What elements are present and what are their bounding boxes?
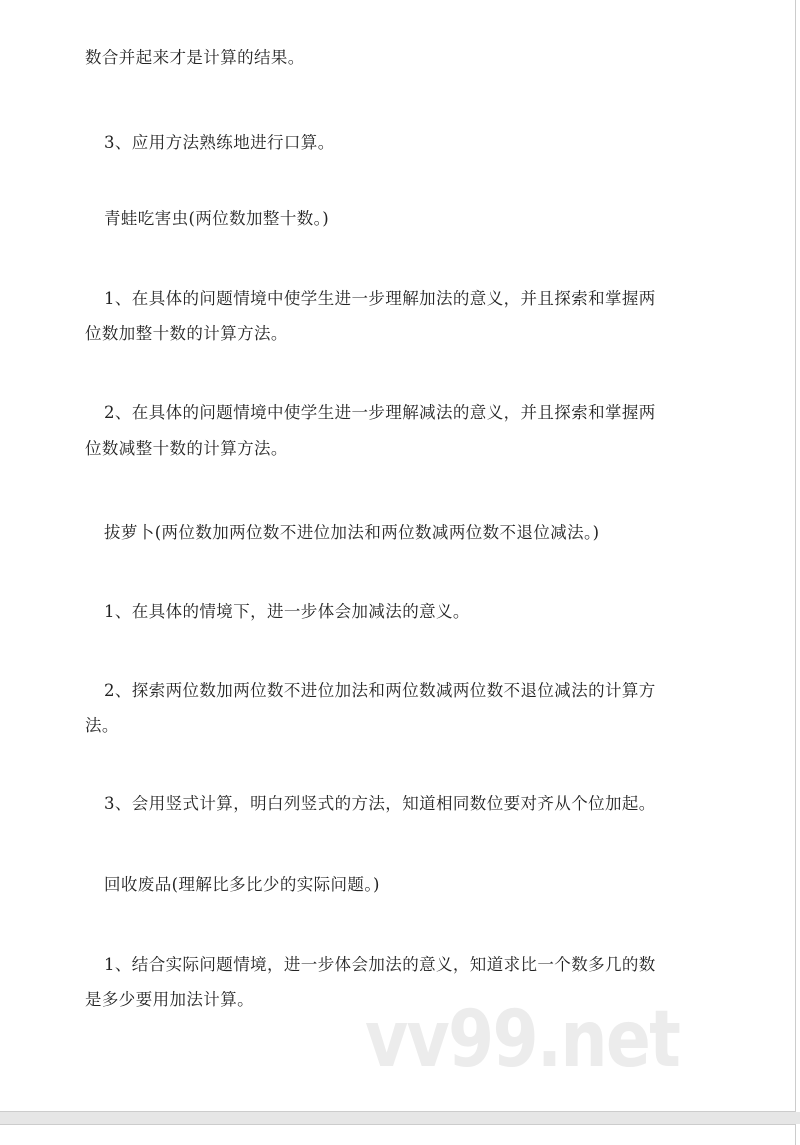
text-line: 法。 (85, 716, 119, 735)
text-line: 位数减整十数的计算方法。 (85, 439, 288, 458)
text-line: 1、在具体的情境下，进一步体会加减法的意义。 (104, 602, 470, 621)
text-line: 1、在具体的问题情境中使学生进一步理解加法的意义，并且探索和掌握两 (104, 289, 656, 308)
watermark: vv99.net (365, 995, 680, 1085)
section-heading: 青蛙吃害虫(两位数加整十数。) (104, 209, 330, 228)
text-line: 3、应用方法熟练地进行口算。 (104, 133, 335, 152)
section-heading: 拔萝卜(两位数加两位数不进位加法和两位数减两位数不退位减法。) (104, 523, 600, 542)
next-page (0, 1124, 796, 1145)
text-line: 是多少要用加法计算。 (85, 990, 254, 1009)
text-line: 位数加整十数的计算方法。 (85, 324, 288, 343)
text-line: 数合并起来才是计算的结果。 (85, 48, 305, 67)
text-line: 3、会用竖式计算，明白列竖式的方法，知道相同数位要对齐从个位加起。 (104, 794, 656, 813)
text-line: 2、探索两位数加两位数不进位加法和两位数减两位数不退位减法的计算方 (104, 681, 656, 700)
section-heading: 回收废品(理解比多比少的实际问题。) (104, 875, 380, 894)
text-line: 1、结合实际问题情境，进一步体会加法的意义，知道求比一个数多几的数 (104, 955, 656, 974)
text-line: 2、在具体的问题情境中使学生进一步理解减法的意义，并且探索和掌握两 (104, 403, 656, 422)
page-gap (0, 1112, 800, 1124)
